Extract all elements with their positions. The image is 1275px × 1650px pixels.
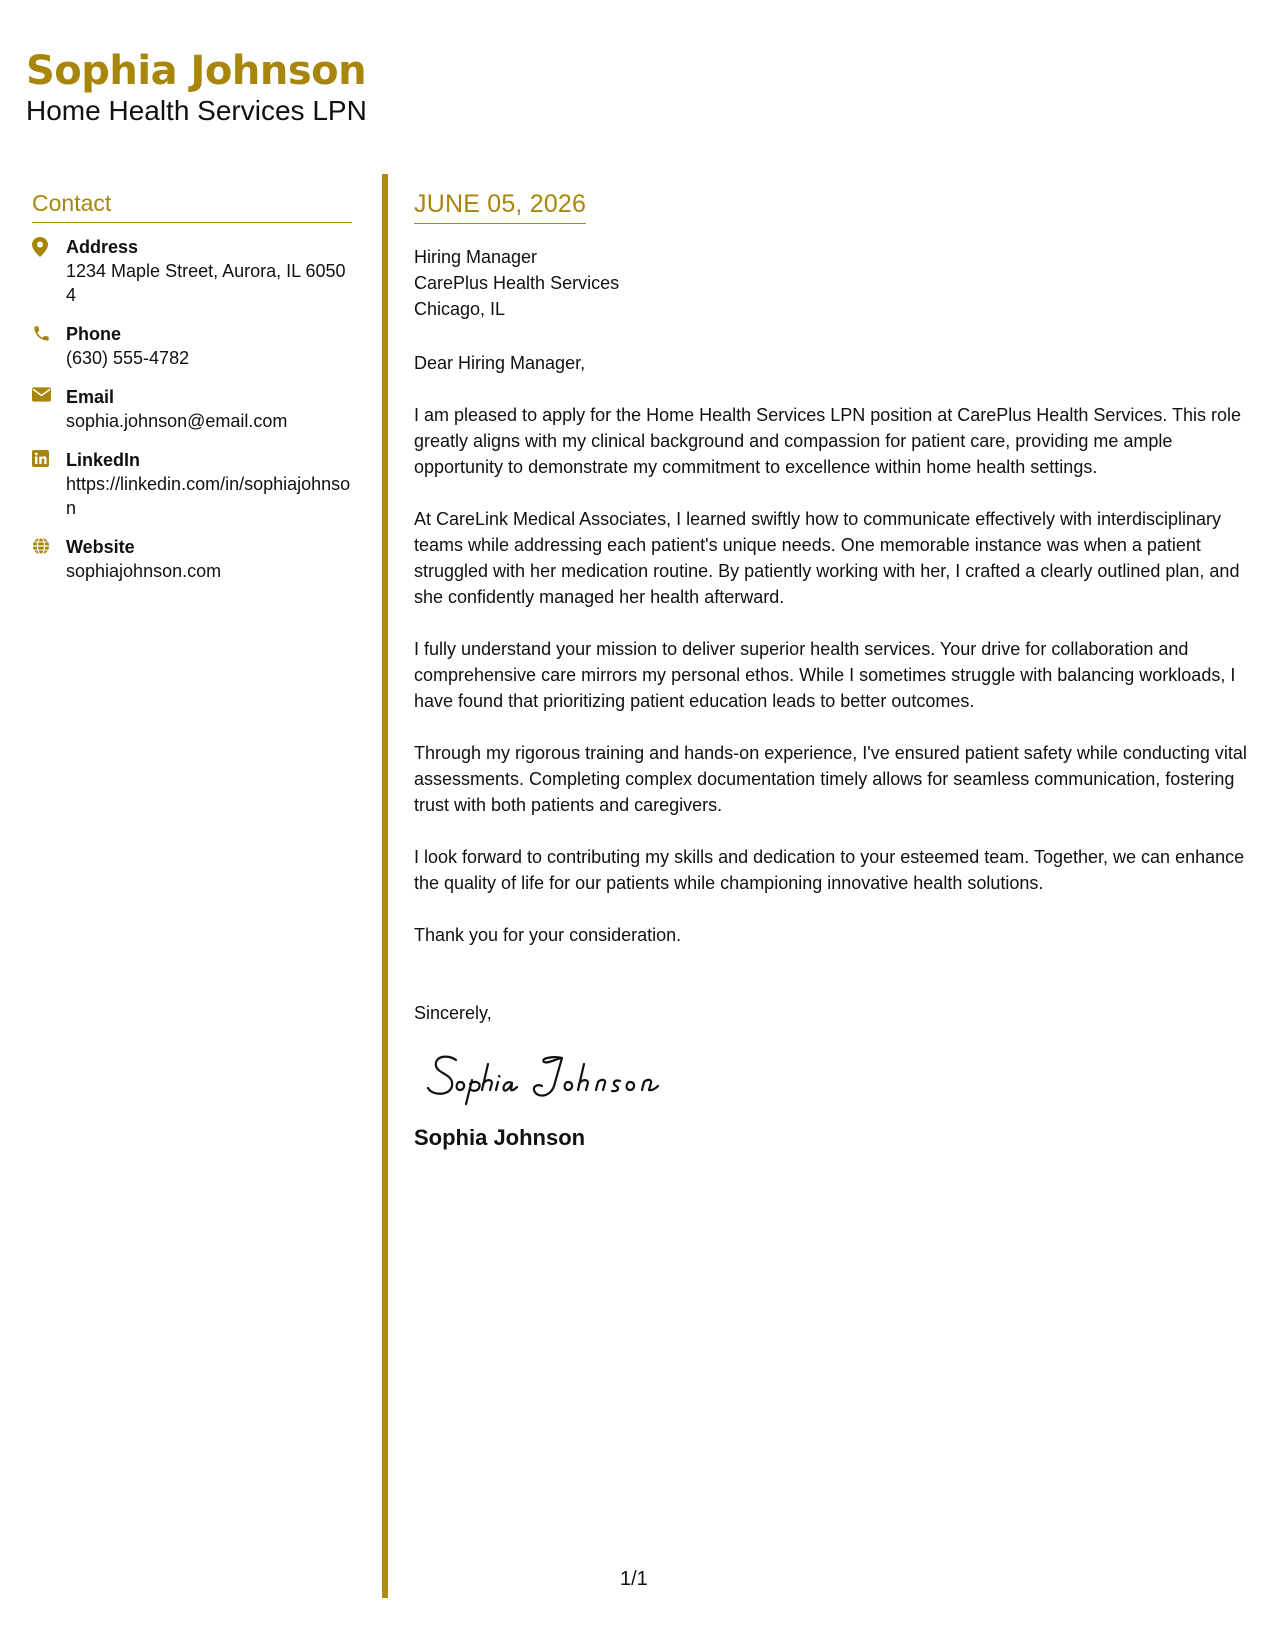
letter-paragraph: I am pleased to apply for the Home Health Services LPN position at CarePlus Health Services. This role greatly aligns with my clinical background and compassion for patient care, providing me ample opportunity to demonstrate my commitment to excellence within home health settings.: [414, 405, 1242, 477]
letter-paragraph: At CareLink Medical Associates, I learned swiftly how to communicate effectively with interdisciplinary teams while addressing each patient's unique needs. One memorable instance was when a patient struggled with her medication routine. By patiently working with her, I crafted a clearly outlined plan, and she confidently managed her health afterward.: [414, 509, 1240, 607]
contact-label: LinkedIn: [66, 450, 141, 470]
contact-label: Address: [66, 237, 139, 257]
envelope-icon: [32, 385, 66, 402]
contact-label: Email: [66, 387, 115, 407]
phone-icon: [32, 322, 66, 343]
contact-item-phone: [32, 322, 352, 370]
contact-item-address: [32, 235, 352, 307]
page-number: 1/1: [620, 1568, 648, 1590]
contact-value: 1234 Maple Street, Aurora, IL 60504: [66, 261, 346, 305]
letter-paragraph: Thank you for your consideration.: [414, 925, 682, 945]
letter-paragraph: I fully understand your mission to deliver superior health services. Your drive for collaboration and comprehensive care mirrors my personal ethos. While I sometimes struggle with balancing workloads, I have found that prioritizing patient education leads to better outcomes.: [414, 639, 1236, 711]
contact-item-website: [32, 535, 352, 583]
letter-paragraph: Through my rigorous training and hands-on experience, I've ensured patient safety while conducting vital assessments. Completing complex documentation timely allows for seamless communication, fostering trust with both patients and caregivers.: [414, 743, 1247, 815]
vertical-divider: [382, 174, 388, 1598]
handwritten-signature: [422, 1046, 682, 1106]
contact-heading: Contact: [32, 190, 352, 223]
contact-value: sophia.johnson@email.com: [66, 411, 288, 431]
applicant-name: Sophia Johnson: [26, 48, 367, 94]
contact-item-email: [32, 385, 352, 433]
resume-header: [26, 48, 367, 128]
contact-value[interactable]: sophiajohnson.com: [66, 561, 222, 581]
salutation: Dear Hiring Manager,: [414, 353, 586, 373]
linkedin-icon: [32, 448, 66, 467]
contact-value[interactable]: https://linkedin.com/in/sophiajohnson: [66, 474, 351, 518]
letter-body: [414, 190, 1254, 1152]
map-pin-icon: [32, 235, 66, 257]
letter-paragraph: I look forward to contributing my skills and dedication to your esteemed team. Together, we can enhance the quality of life for our patients while championing innovative health solutions.: [414, 847, 1245, 893]
recipient-line: Hiring Manager: [414, 247, 538, 267]
closing: Sincerely,: [414, 1003, 492, 1023]
recipient-block: [414, 244, 1254, 322]
letter-date: JUNE 05, 2026: [414, 190, 586, 224]
contact-sidebar: [32, 190, 352, 598]
applicant-role: Home Health Services LPN: [26, 95, 367, 126]
contact-label: Phone: [66, 324, 122, 344]
contact-item-linkedin: [32, 448, 352, 520]
contact-label: Website: [66, 537, 135, 557]
globe-icon: [32, 535, 66, 555]
contact-value: (630) 555-4782: [66, 348, 190, 368]
signer-name: Sophia Johnson: [414, 1125, 586, 1150]
recipient-line: CarePlus Health Services: [414, 273, 620, 293]
recipient-line: Chicago, IL: [414, 299, 506, 319]
